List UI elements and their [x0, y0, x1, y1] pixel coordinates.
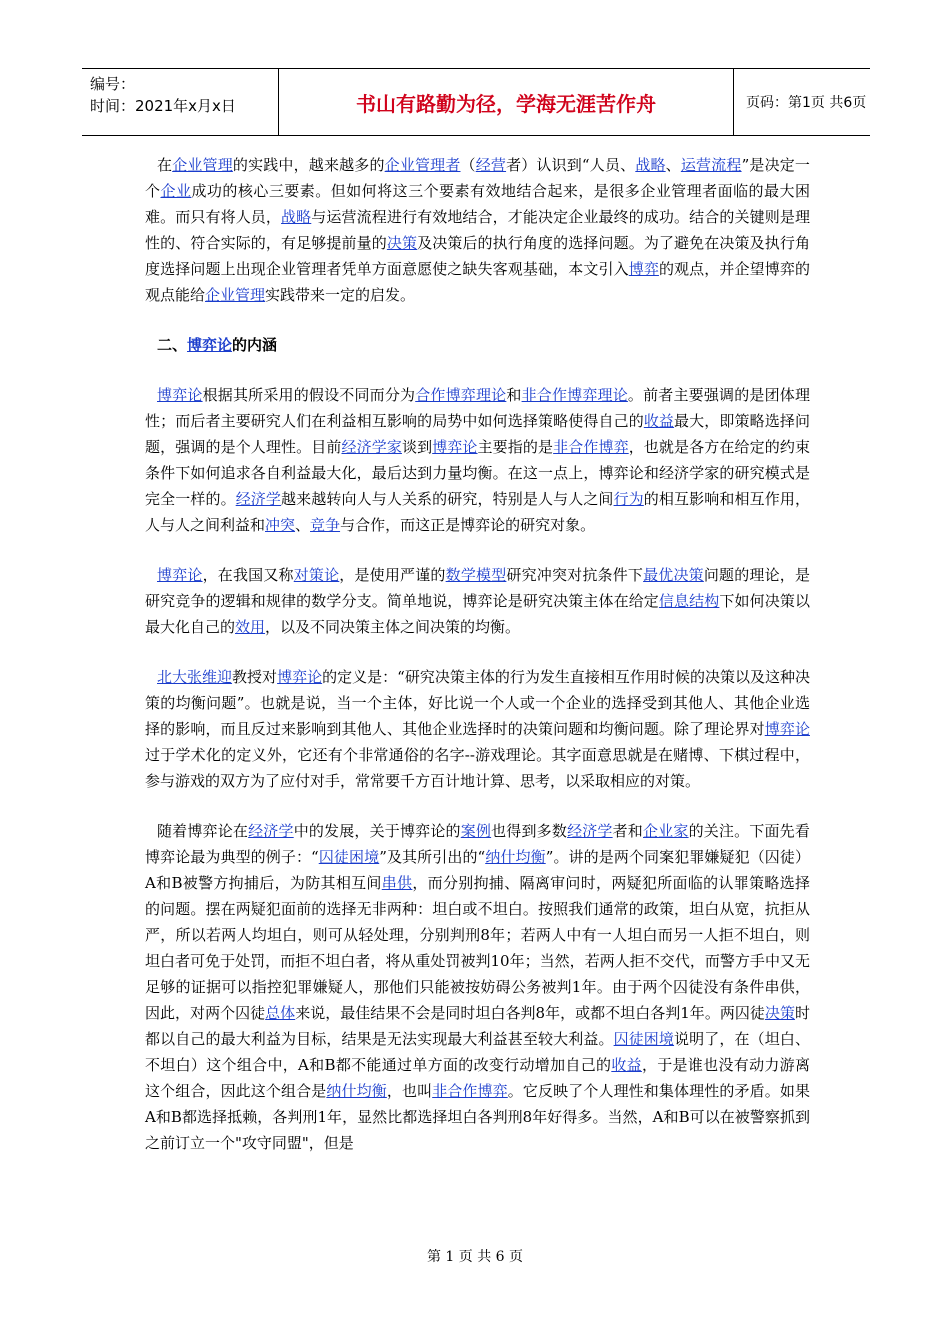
text-run: ，是使用严谨的	[339, 566, 446, 584]
body-paragraph-2	[145, 562, 810, 640]
term-link[interactable]: 串供	[381, 874, 413, 892]
text-run: ，而分别拘捕、隔离审问时，两疑犯所面临的认罪策略选择的问题。摆在两疑犯面前的选择无非两种：坦白或不坦白。按照我们通常的政策，坦白从宽，抗拒从严，所以若两人均坦白，则可从轻处理，分别判刑8年；若两人中有一人坦白而另一人拒不坦白，则坦白者可免于处罚，而拒不坦白者，将从重处罚被判10年；当然，若两人拒不交代，而警方手中又无足够的证据可以指控犯罪嫌疑人，那他们只能被按妨碍公务被判1年。由于两个囚徒没有条件串供，因此，对两个囚徒	[145, 874, 810, 1022]
text-run: 研究冲突对抗条件下	[506, 566, 644, 584]
text-run: 者和	[612, 822, 643, 840]
text-run: 的实践中，越来越多的	[232, 156, 385, 174]
text-run: 时都以自己的最大利益为目标，结果是无法实现最大利益甚至较大利益。	[145, 1004, 810, 1048]
term-link[interactable]: 博弈论	[157, 566, 203, 584]
text-run: 越来越转向人与人关系的研究，特别是人与人之间	[281, 490, 614, 508]
text-run: 。它反映了个人理性和集体理性的矛盾。如果A和B都选择抵赖，各判刑1年，显然比都选择坦白各判刑8年好得多。当然，A和B可以在被警察抓到之前订立一个"攻守同盟"，但是	[145, 1082, 810, 1152]
text-run: 和	[506, 386, 522, 404]
term-link[interactable]: 合作博弈理论	[415, 386, 507, 404]
term-link[interactable]: 收益	[611, 1056, 642, 1074]
page-header	[82, 68, 870, 136]
text-run: 成功的核心三要素。但如何将这三个要素有效地结合起来，是很多企业管理者面临的最大困难。而只有将人员，	[145, 182, 810, 226]
text-run: ，在我国又称	[202, 566, 294, 584]
term-link[interactable]: 信息结构	[658, 592, 720, 610]
text-run: ”及其所引出的“	[379, 848, 486, 866]
text-run: ”是决定一个	[145, 156, 810, 200]
term-link[interactable]: 北大张维迎	[157, 668, 233, 686]
term-link[interactable]: 竞争	[310, 516, 341, 534]
intro-paragraph	[145, 152, 810, 308]
text-run: 实践带来一定的启发。	[265, 286, 416, 304]
document-body	[145, 152, 810, 1180]
page-footer: 第 1 页 共 6 页	[426, 1249, 524, 1265]
term-link[interactable]: 总体	[265, 1004, 296, 1022]
text-run: 的内涵	[232, 336, 278, 354]
body-paragraph-1	[145, 382, 810, 538]
text-run: ，也就是各方在给定的约束条件下如何追求各自利益最大化，最后达到力量均衡。在这一点上，博弈论和经济学家的研究模式是完全一样的。	[145, 438, 810, 508]
document-time-label: 时间：2021年x月x日	[90, 97, 236, 115]
header-motto: 书山有路勤为径，学海无涯苦作舟	[279, 69, 734, 135]
text-run: 随着博弈论在	[157, 822, 249, 840]
text-run: 最大，即策略选择问题，强调的是个人理性。目前	[145, 412, 810, 456]
term-link[interactable]: 企业管理	[205, 286, 266, 304]
header-page-info: 页码：第1页 共6页	[746, 95, 867, 111]
term-link[interactable]: 囚徒困境	[613, 1030, 675, 1048]
text-run: 中的发展，关于博弈论的	[293, 822, 461, 840]
term-link[interactable]: 最优决策	[643, 566, 704, 584]
term-link[interactable]: 战略	[281, 208, 312, 226]
text-run: 的相互影响和相互作用，人与人之间利益和	[145, 490, 810, 534]
text-run: 的定义是：“研究决策主体的行为发生直接相互作用时候的决策以及这种决策的均衡问题”。也就是说，当一个主体，好比说一个人或一个企业的选择受到其他人、其他企业选择的影响，而且反过来影响到其他人、其他企业选择时的决策问题和均衡问题。除了理论界对	[145, 668, 810, 738]
text-run: 及决策后的执行角度的选择问题。为了避免在决策及执行角度选择问题上出现企业管理者凭单方面意愿使之缺失客观基础，本文引入	[145, 234, 810, 278]
term-link[interactable]: 决策	[386, 234, 418, 252]
term-link[interactable]: 博弈论	[277, 668, 323, 686]
text-run: 、	[295, 516, 311, 534]
body-paragraph-3	[145, 664, 810, 794]
term-link[interactable]: 冲突	[265, 516, 296, 534]
text-run: 说明了，在（坦白、不坦白）这个组合中，A和B都不能通过单方面的改变行动增加自己的	[145, 1030, 810, 1074]
term-link[interactable]: 对策论	[293, 566, 340, 584]
text-run: 过于学术化的定义外，它还有个非常通俗的名字--游戏理论。其字面意思就是在赌博、下棋过程中，参与游戏的双方为了应付对手，常常要千方百计地计算、思考，以采取相应的对策。	[145, 746, 810, 790]
term-link[interactable]: 经营	[475, 156, 507, 174]
text-run: 与合作，而这正是博弈论的研究对象。	[340, 516, 596, 534]
term-link[interactable]: 博弈论	[764, 720, 810, 738]
text-run: ，以及不同决策主体之间决策的均衡。	[265, 618, 521, 636]
text-run: 也得到多数	[491, 822, 568, 840]
text-run: 与运营流程进行有效地结合，才能决定企业最终的成功。结合的关键则是理性的、符合实际的，有足够提前量的	[145, 208, 810, 252]
term-link[interactable]: 囚徒困境	[318, 848, 380, 866]
term-link[interactable]: 经济学	[248, 822, 294, 840]
header-meta	[82, 69, 279, 135]
term-link[interactable]: 收益	[643, 412, 675, 430]
text-run: ，于是谁也没有动力游离这个组合，因此这个组合是	[145, 1056, 810, 1100]
body-paragraph-4	[145, 818, 810, 1156]
text-run: 的关注。下面先看博弈论最为典型的例子：“	[145, 822, 810, 866]
term-link[interactable]: 非合作博弈理论	[521, 386, 628, 404]
text-run: 、	[665, 156, 681, 174]
text-run: 来说，最佳结果不会是同时坦白各判8年，或都不坦白各判1年。两囚徒	[295, 1004, 765, 1022]
section-heading	[145, 332, 810, 358]
term-link[interactable]: 纳什均衡	[485, 848, 546, 866]
text-run: 问题的理论，是研究竞争的逻辑和规律的数学分支。简单地说，博弈论是研究决策主体在给定	[145, 566, 810, 610]
term-link[interactable]: 决策	[764, 1004, 795, 1022]
text-run: 。前者主要强调的是团体理性；而后者主要研究人们在利益相互影响的局势中如何选择策略使得自己的	[145, 386, 810, 430]
term-link[interactable]: 经济学	[567, 822, 613, 840]
term-link[interactable]: 行为	[613, 490, 644, 508]
term-link[interactable]: 企业	[160, 182, 192, 200]
term-link[interactable]: 博弈论	[187, 336, 233, 354]
text-run: 谈到	[401, 438, 433, 456]
term-link[interactable]: 非合作博弈	[553, 438, 629, 456]
text-run: 根据其所采用的假设不同而分为	[202, 386, 416, 404]
text-run: ”。讲的是两个同案犯罪嫌疑犯（囚徒）A和B被警方拘捕后，为防其相互间	[145, 848, 810, 892]
term-link[interactable]: 博弈论	[432, 438, 478, 456]
term-link[interactable]: 经济学家	[341, 438, 402, 456]
term-link[interactable]: 案例	[460, 822, 492, 840]
text-run: ，也叫	[386, 1082, 433, 1100]
term-link[interactable]: 战略	[635, 156, 666, 174]
text-run: （	[460, 156, 476, 174]
term-link[interactable]: 非合作博弈	[432, 1082, 508, 1100]
term-link[interactable]: 效用	[235, 618, 266, 636]
term-link[interactable]: 博弈论	[157, 386, 203, 404]
text-run: 下如何决策以最大化自己的	[145, 592, 810, 636]
text-run: 二、	[157, 336, 188, 354]
term-link[interactable]: 企业管理	[172, 156, 233, 174]
text-run: 在	[157, 156, 173, 174]
text-run: 教授对	[232, 668, 278, 686]
term-link[interactable]: 运营流程	[680, 156, 742, 174]
term-link[interactable]: 经济学	[235, 490, 282, 508]
text-run: 者）认识到“人员、	[506, 156, 636, 174]
term-link[interactable]: 博弈	[628, 260, 659, 278]
text-run: 主要指的是	[477, 438, 554, 456]
text-run: 的观点，并企望博弈的观点能给	[145, 260, 810, 304]
document-number-label: 编号：	[90, 75, 136, 93]
term-link[interactable]: 企业家	[643, 822, 689, 840]
term-link[interactable]: 纳什均衡	[326, 1082, 387, 1100]
term-link[interactable]: 企业管理者	[384, 156, 461, 174]
term-link[interactable]: 数学模型	[445, 566, 507, 584]
